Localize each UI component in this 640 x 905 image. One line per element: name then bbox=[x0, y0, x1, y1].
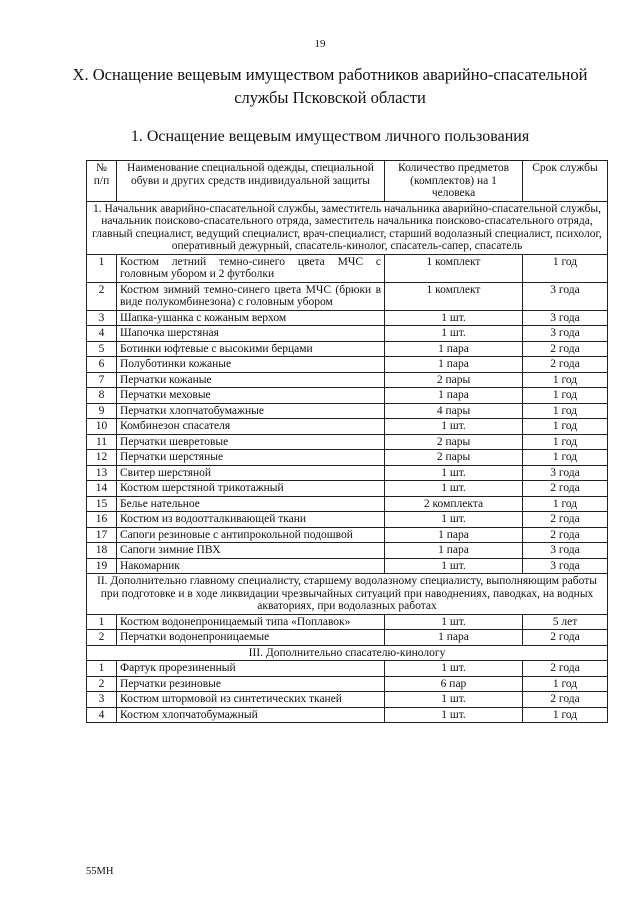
item-quantity: 1 пара bbox=[385, 543, 523, 559]
item-service-life: 1 год bbox=[523, 707, 608, 723]
item-name: Костюм шерстяной трикотажный bbox=[117, 481, 385, 497]
item-name: Ботинки юфтевые с высокими берцами bbox=[117, 341, 385, 357]
item-service-life: 1 год bbox=[523, 434, 608, 450]
group-header-row bbox=[87, 201, 608, 254]
item-quantity: 1 шт. bbox=[385, 326, 523, 342]
item-name: Перчатки кожаные bbox=[117, 372, 385, 388]
item-service-life: 2 года bbox=[523, 661, 608, 677]
item-quantity: 1 шт. bbox=[385, 614, 523, 630]
row-number: 13 bbox=[87, 465, 117, 481]
item-name: Полуботинки кожаные bbox=[117, 357, 385, 373]
item-quantity: 1 пара bbox=[385, 341, 523, 357]
item-quantity: 2 пары bbox=[385, 372, 523, 388]
row-number: 8 bbox=[87, 388, 117, 404]
item-name: Накомарник bbox=[117, 558, 385, 574]
item-quantity: 2 пары bbox=[385, 434, 523, 450]
row-number: 12 bbox=[87, 450, 117, 466]
item-quantity: 1 шт. bbox=[385, 692, 523, 708]
row-number: 2 bbox=[87, 282, 117, 310]
item-service-life: 2 года bbox=[523, 630, 608, 646]
item-quantity: 1 шт. bbox=[385, 481, 523, 497]
item-service-life: 2 года bbox=[523, 357, 608, 373]
item-quantity: 1 шт. bbox=[385, 419, 523, 435]
row-number: 18 bbox=[87, 543, 117, 559]
page-number: 19 bbox=[314, 38, 326, 50]
header-service-life: Срок службы bbox=[523, 161, 608, 202]
table-row bbox=[87, 614, 608, 630]
row-number: 2 bbox=[87, 630, 117, 646]
row-number: 3 bbox=[87, 310, 117, 326]
group-title: 1. Начальник аварийно-спасательной службы, заместитель начальника аварийно-спасательной службы, начальник поисково-спасательного отряда, заместитель начальника поисково-спасательного отряда, главный специалист, ведущий специалист, врач-специалист, старший водолазный специалист, психолог, оперативный дежурный, спасатель-кинолог, спасатель-сапер, спасатель bbox=[87, 201, 608, 254]
group-header-row bbox=[87, 645, 608, 661]
row-number: 4 bbox=[87, 326, 117, 342]
item-name: Сапоги зимние ПВХ bbox=[117, 543, 385, 559]
equipment-table bbox=[86, 160, 608, 723]
table-row bbox=[87, 527, 608, 543]
table-row bbox=[87, 450, 608, 466]
table-header-row bbox=[87, 161, 608, 202]
table-row bbox=[87, 403, 608, 419]
table-row bbox=[87, 419, 608, 435]
section-title bbox=[50, 63, 610, 109]
table-row bbox=[87, 543, 608, 559]
row-number: 19 bbox=[87, 558, 117, 574]
item-service-life: 3 года bbox=[523, 558, 608, 574]
table-row bbox=[87, 282, 608, 310]
item-name: Костюм водонепроницаемый типа «Поплавок» bbox=[117, 614, 385, 630]
item-name: Комбинезон спасателя bbox=[117, 419, 385, 435]
table-row bbox=[87, 512, 608, 528]
row-number: 14 bbox=[87, 481, 117, 497]
item-name: Шапка-ушанка с кожаным верхом bbox=[117, 310, 385, 326]
table-row bbox=[87, 692, 608, 708]
table-row bbox=[87, 707, 608, 723]
item-quantity: 2 пары bbox=[385, 450, 523, 466]
item-quantity: 1 пара bbox=[385, 527, 523, 543]
item-quantity: 6 пар bbox=[385, 676, 523, 692]
item-service-life: 3 года bbox=[523, 282, 608, 310]
item-name: Костюм хлопчатобумажный bbox=[117, 707, 385, 723]
row-number: 6 bbox=[87, 357, 117, 373]
item-name: Фартук прорезиненный bbox=[117, 661, 385, 677]
row-number: 4 bbox=[87, 707, 117, 723]
item-name: Костюм зимний темно-синего цвета МЧС (брюки в виде полукомбинезона) с головным убором bbox=[117, 282, 385, 310]
item-name: Шапочка шерстяная bbox=[117, 326, 385, 342]
table-row bbox=[87, 310, 608, 326]
item-service-life: 5 лет bbox=[523, 614, 608, 630]
item-quantity: 4 пары bbox=[385, 403, 523, 419]
group-title: II. Дополнительно главному специалисту, старшему водолазному специалисту, выполняющим работы при подготовке и в ходе ликвидации чрезвычайных ситуаций при наводнениях, паводках, на водных акваториях, при водолазных работах bbox=[87, 574, 608, 615]
item-service-life: 2 года bbox=[523, 512, 608, 528]
item-name: Перчатки хлопчатобумажные bbox=[117, 403, 385, 419]
item-service-life: 2 года bbox=[523, 341, 608, 357]
group-title: III. Дополнительно спасателю-кинологу bbox=[87, 645, 608, 661]
row-number: 9 bbox=[87, 403, 117, 419]
row-number: 1 bbox=[87, 254, 117, 282]
item-name: Костюм летний темно-синего цвета МЧС с головным убором и 2 футболки bbox=[117, 254, 385, 282]
item-service-life: 1 год bbox=[523, 676, 608, 692]
table-row bbox=[87, 372, 608, 388]
item-name: Перчатки шевретовые bbox=[117, 434, 385, 450]
row-number: 10 bbox=[87, 419, 117, 435]
header-name: Наименование специальной одежды, специальной обуви и других средств индивидуальной защиты bbox=[117, 161, 385, 202]
item-name: Белье нательное bbox=[117, 496, 385, 512]
table-row bbox=[87, 630, 608, 646]
item-service-life: 1 год bbox=[523, 254, 608, 282]
item-service-life: 2 года bbox=[523, 692, 608, 708]
item-service-life: 2 года bbox=[523, 527, 608, 543]
section-title-line1: X. Оснащение вещевым имуществом работников аварийно-спасательной bbox=[72, 65, 588, 84]
item-quantity: 1 шт. bbox=[385, 465, 523, 481]
item-quantity: 1 шт. bbox=[385, 310, 523, 326]
row-number: 16 bbox=[87, 512, 117, 528]
table-row bbox=[87, 481, 608, 497]
item-quantity: 1 шт. bbox=[385, 512, 523, 528]
row-number: 11 bbox=[87, 434, 117, 450]
table-row bbox=[87, 388, 608, 404]
row-number: 2 bbox=[87, 676, 117, 692]
item-service-life: 1 год bbox=[523, 419, 608, 435]
table-row bbox=[87, 341, 608, 357]
item-name: Перчатки резиновые bbox=[117, 676, 385, 692]
item-service-life: 1 год bbox=[523, 496, 608, 512]
table-row bbox=[87, 254, 608, 282]
table-row bbox=[87, 558, 608, 574]
item-service-life: 3 года bbox=[523, 310, 608, 326]
row-number: 7 bbox=[87, 372, 117, 388]
row-number: 1 bbox=[87, 614, 117, 630]
table-row bbox=[87, 326, 608, 342]
item-quantity: 2 комплекта bbox=[385, 496, 523, 512]
item-service-life: 1 год bbox=[523, 450, 608, 466]
section-title-line2: службы Псковской области bbox=[234, 88, 426, 107]
item-service-life: 3 года bbox=[523, 326, 608, 342]
item-quantity: 1 комплект bbox=[385, 254, 523, 282]
item-quantity: 1 пара bbox=[385, 388, 523, 404]
item-quantity: 1 шт. bbox=[385, 661, 523, 677]
item-quantity: 1 пара bbox=[385, 357, 523, 373]
table-row bbox=[87, 496, 608, 512]
item-quantity: 1 шт. bbox=[385, 558, 523, 574]
item-name: Костюм штормовой из синтетических тканей bbox=[117, 692, 385, 708]
item-name: Перчатки меховые bbox=[117, 388, 385, 404]
item-service-life: 1 год bbox=[523, 372, 608, 388]
row-number: 15 bbox=[87, 496, 117, 512]
item-quantity: 1 шт. bbox=[385, 707, 523, 723]
group-header-row bbox=[87, 574, 608, 615]
item-name: Перчатки шерстяные bbox=[117, 450, 385, 466]
row-number: 5 bbox=[87, 341, 117, 357]
table-row bbox=[87, 434, 608, 450]
item-service-life: 3 года bbox=[523, 465, 608, 481]
header-number: № п/п bbox=[87, 161, 117, 202]
item-service-life: 1 год bbox=[523, 388, 608, 404]
item-service-life: 3 года bbox=[523, 543, 608, 559]
item-name: Свитер шерстяной bbox=[117, 465, 385, 481]
row-number: 1 bbox=[87, 661, 117, 677]
item-name: Костюм из водоотталкивающей ткани bbox=[117, 512, 385, 528]
item-service-life: 1 год bbox=[523, 403, 608, 419]
header-quantity: Количество предметов (комплектов) на 1 человека bbox=[385, 161, 523, 202]
table-row bbox=[87, 357, 608, 373]
row-number: 3 bbox=[87, 692, 117, 708]
item-quantity: 1 пара bbox=[385, 630, 523, 646]
item-quantity: 1 комплект bbox=[385, 282, 523, 310]
subsection-title: 1. Оснащение вещевым имуществом личного пользования bbox=[130, 128, 530, 145]
table-row bbox=[87, 661, 608, 677]
footer-code: 55МН bbox=[86, 866, 114, 877]
table-row bbox=[87, 465, 608, 481]
item-service-life: 2 года bbox=[523, 481, 608, 497]
item-name: Перчатки водонепроницаемые bbox=[117, 630, 385, 646]
item-name: Сапоги резиновые с антипрокольной подошвой bbox=[117, 527, 385, 543]
table-row bbox=[87, 676, 608, 692]
row-number: 17 bbox=[87, 527, 117, 543]
